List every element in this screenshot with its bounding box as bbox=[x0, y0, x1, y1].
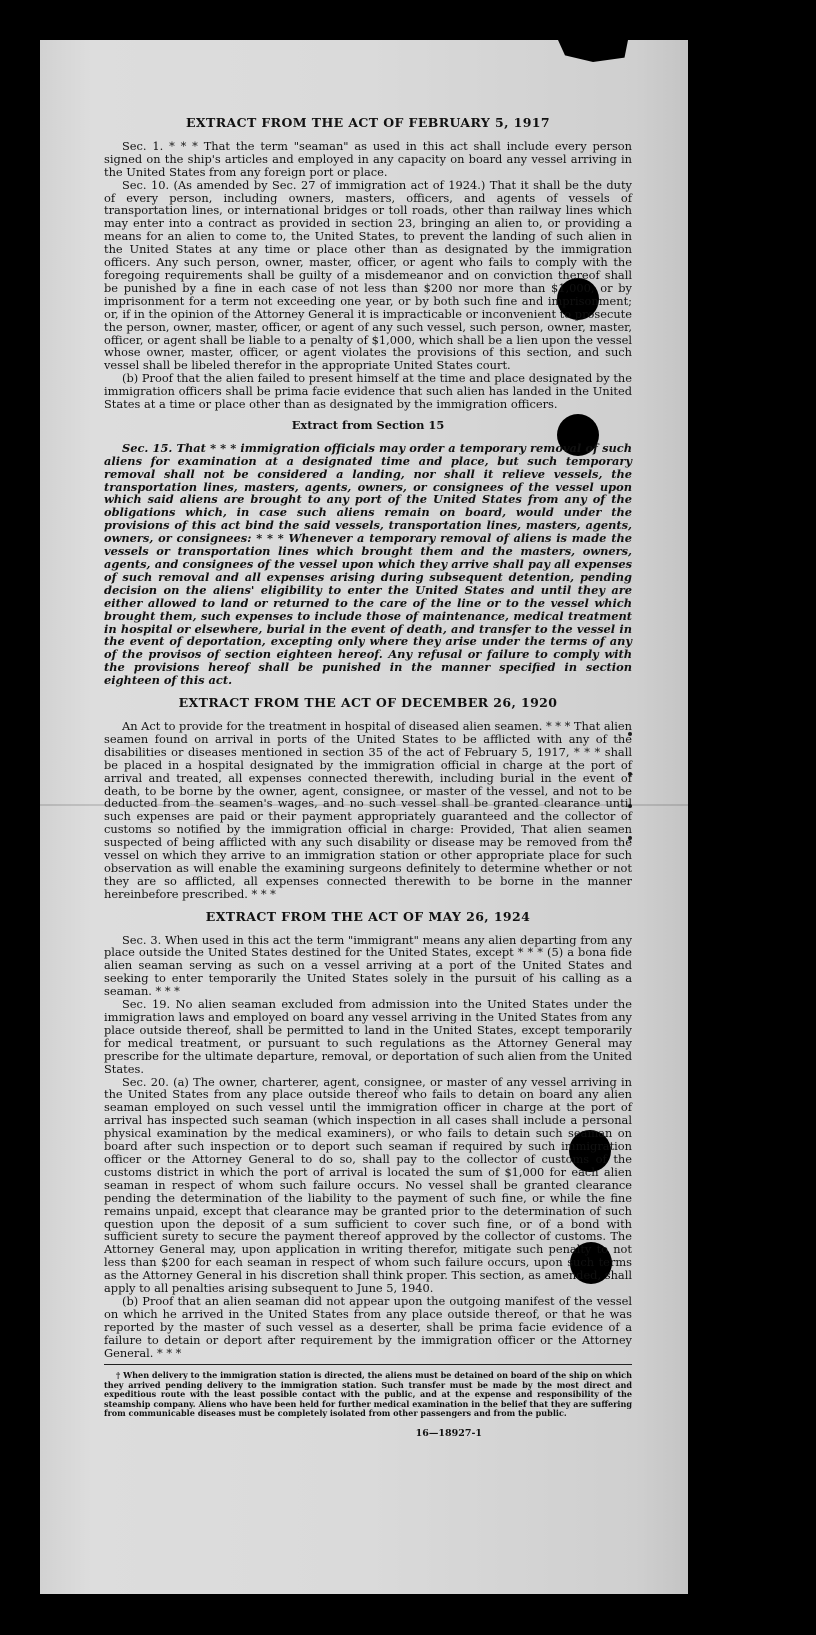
paragraph-sec1: Sec. 1. * * * That the term "seaman" as used in this act shall include every person signed on the ship's articles and employed in any capacity on board any vessel arriving in the United States from any foreign port or place. bbox=[104, 138, 632, 179]
paragraph-sec3: Sec. 3. When used in this act the term "immigrant" means any alien departing from any place outside the United States destined for the United States, except * * * (5) a bona fide alien seaman serving as such on a vessel arriving at a port of the United States and seeking to enter temporarily the United States solely in the pursuit of his calling as a seaman. * * * bbox=[104, 932, 632, 999]
paragraph-act-1920: An Act to provide for the treatment in hospital of diseased alien seamen. * * * That alien seamen found on arrival in ports of the United States to be afflicted with any of the disabilities or diseases mentioned in section 35 of the act of February 5, 1917, * * * shall be placed in a hospital designated by the immigration official in charge at the port of arrival and treated, all expenses connected therewith, including burial in the event of death, to be borne by the owner, agent, consignee, or master of the vessel, and not to be deducted from the seamen's wages, and no such vessel shall be granted clearance until such expenses are paid or their payment appropriately guaranteed and the collector of customs so notified by the immigration official in charge: Provided, That alien seamen suspected of being afflicted with any such disability or disease may be removed from the vessel on which they arrive to an immigration station or other appropriate place for such observation as will enable the examining surgeons definitely to determine whether or not they are so afflicted, all expenses connected therewith to be borne in the manner hereinbefore prescribed. * * * bbox=[104, 718, 632, 901]
heading-section-15: Extract from Section 15 bbox=[291, 417, 445, 432]
heading-act-1920: EXTRACT FROM THE ACT OF DECEMBER 26, 1920 bbox=[178, 695, 558, 711]
paragraph-sec10: Sec. 10. (As amended by Sec. 27 of immigration act of 1924.) That it shall be the duty of every person, including owners, masters, officers, and agents of vessels of transportation lines, or international bridges or toll roads, other than railway lines which may enter into a contract as provided in section 23, bringing an alien to, or providing a means for an alien to come to, the United States, to prevent the landing of such alien in the United States at any time or place other than as designated by the immigration officers. Any such person, owner, master, officer, or agent who fails to comply with the foregoing requirements shall be guilty of a misdemeanor and on conviction thereof shall be punished by a fine in each case of not less than $200 nor more than $1,000, or by imprisonment for a term not exceeding one year, or by both such fine and imprisonment; or, if in the opinion of the Attorney General it is impracticable or inconvenient to prosecute the person, owner, master, officer, or agent of any such vessel, such person, owner, master, officer, or agent shall be liable to a penalty of $1,000, which shall be a lien upon the vessel whose owner, master, officer, or agent violates the provisions of this section, and such vessel shall be libeled therefor in the appropriate United States court. bbox=[104, 177, 632, 373]
heading-act-1917: EXTRACT FROM THE ACT OF FEBRUARY 5, 1917 bbox=[185, 115, 550, 130]
paragraph-sec20a: Sec. 20. (a) The owner, charterer, agent, consignee, or master of any vessel arriving in the United States from any place outside thereof who fails to detain on board any alien seaman employed on such vessel until the immigration officer in charge at the port of arrival has inspected such seaman (which inspection in all cases shall include a personal physical examination by the medical examiners), or who fails to detain such seaman on board after such inspection or to deport such seaman if required by such immigration officer or the Attorney General to do so, shall pay to the collector of customs of the customs district in which the port of arrival is located the sum of $1,000 for each alien seaman in respect of whom such failure occurs. No vessel shall be granted clearance pending the determination of the liability to the payment of such fine, or while the fine remains unpaid, except that clearance may be granted prior to the determination of such question upon the deposit of a sum sufficient to cover such fine, or of a bond with sufficient surety to secure the payment thereof approved by the collector of customs. The Attorney General may, upon application in writing therefor, mitigate such penalty to not less than $200 for each seaman in respect of whom such failure occurs, upon such terms as the Attorney General in his discretion shall think proper. This section, as amended, shall apply to all penalties arising subsequent to June 5, 1940. bbox=[104, 1074, 632, 1296]
paragraph-sec19: Sec. 19. No alien seaman excluded from admission into the United States under the immigration laws and employed on board any vessel arriving in the United States from any place outside thereof, shall be permitted to land in the United States, except temporarily for medical treatment, or pursuant to such regulations as the Attorney General may prescribe for the ultimate departure, removal, or deportation of such alien from the United States. bbox=[104, 997, 632, 1076]
torn-corner bbox=[558, 40, 628, 62]
heading-act-1924: EXTRACT FROM THE ACT OF MAY 26, 1924 bbox=[205, 908, 531, 924]
footnote-text: † When delivery to the immigration station is directed, the aliens must be detained on board of the ship on which they arrived pending delivery to the immigration station. Such transfer must be made by the most direct and expeditious route with the least possible contact with the public, and at the expense and responsibility of the steamship company. Aliens who have been held for further medical examination in the belief that they are suffering from communicable diseases must be completely isolated from other passengers and from the public. bbox=[104, 1370, 632, 1419]
paragraph-sec15: Sec. 15. That * * * immigration officials may order a temporary removal of such aliens for examination at a designated time and place, but such temporary removal shall not be considered a landing, nor shall it relieve vessels, the transportation lines, masters, agents, owners, or consignees of the vessel upon which said aliens are brought to any port of the United States from any of the obligations which, in case such aliens remain on board, would under the provisions of this act bind the said vessels, transportation lines, masters, agents, owners, or consignees: * * * Whenever a temporary removal of aliens is made the vessels or transportation lines which brought them and the masters, owners, agents, and consignees of the vessel upon which they arrive shall pay all expenses of such removal and all expenses arising during subsequent detention, pending decision on the aliens' eligibility to enter the United States and until they are either allowed to land or returned to the care of the line or to the vessel which brought them, such expenses to include those of maintenance, medical treatment in hospital or elsewhere, burial in the event of death, and transfer to the vessel in the event of deportation, excepting only where they arise under the terms of any of the provisos of section eighteen hereof. Any refusal or failure to comply with the provisions hereof shall be punished in the manner specified in section eighteen of this act. bbox=[104, 440, 632, 688]
document-text bbox=[104, 117, 632, 1441]
document-page bbox=[40, 40, 688, 1594]
section-15-block bbox=[104, 442, 632, 687]
paragraph-sec10b: (b) Proof that the alien failed to present himself at the time and place designated by the immigration officers shall be prima facie evidence that such alien has landed in the United States at a time or place other than as designated by the immigration officers. bbox=[104, 371, 632, 412]
paragraph-sec20b: (b) Proof that an alien seaman did not appear upon the outgoing manifest of the vessel on which he arrived in the United States from any place outside thereof, or that he was reported by the master of such vessel as a deserter, shall be prima facie evidence of a failure to detain or deport after requirement by the immigration officer or the Attorney General. * * * bbox=[104, 1293, 632, 1360]
form-code: 16—18927-1 bbox=[415, 1427, 482, 1439]
footnote bbox=[104, 1364, 632, 1419]
